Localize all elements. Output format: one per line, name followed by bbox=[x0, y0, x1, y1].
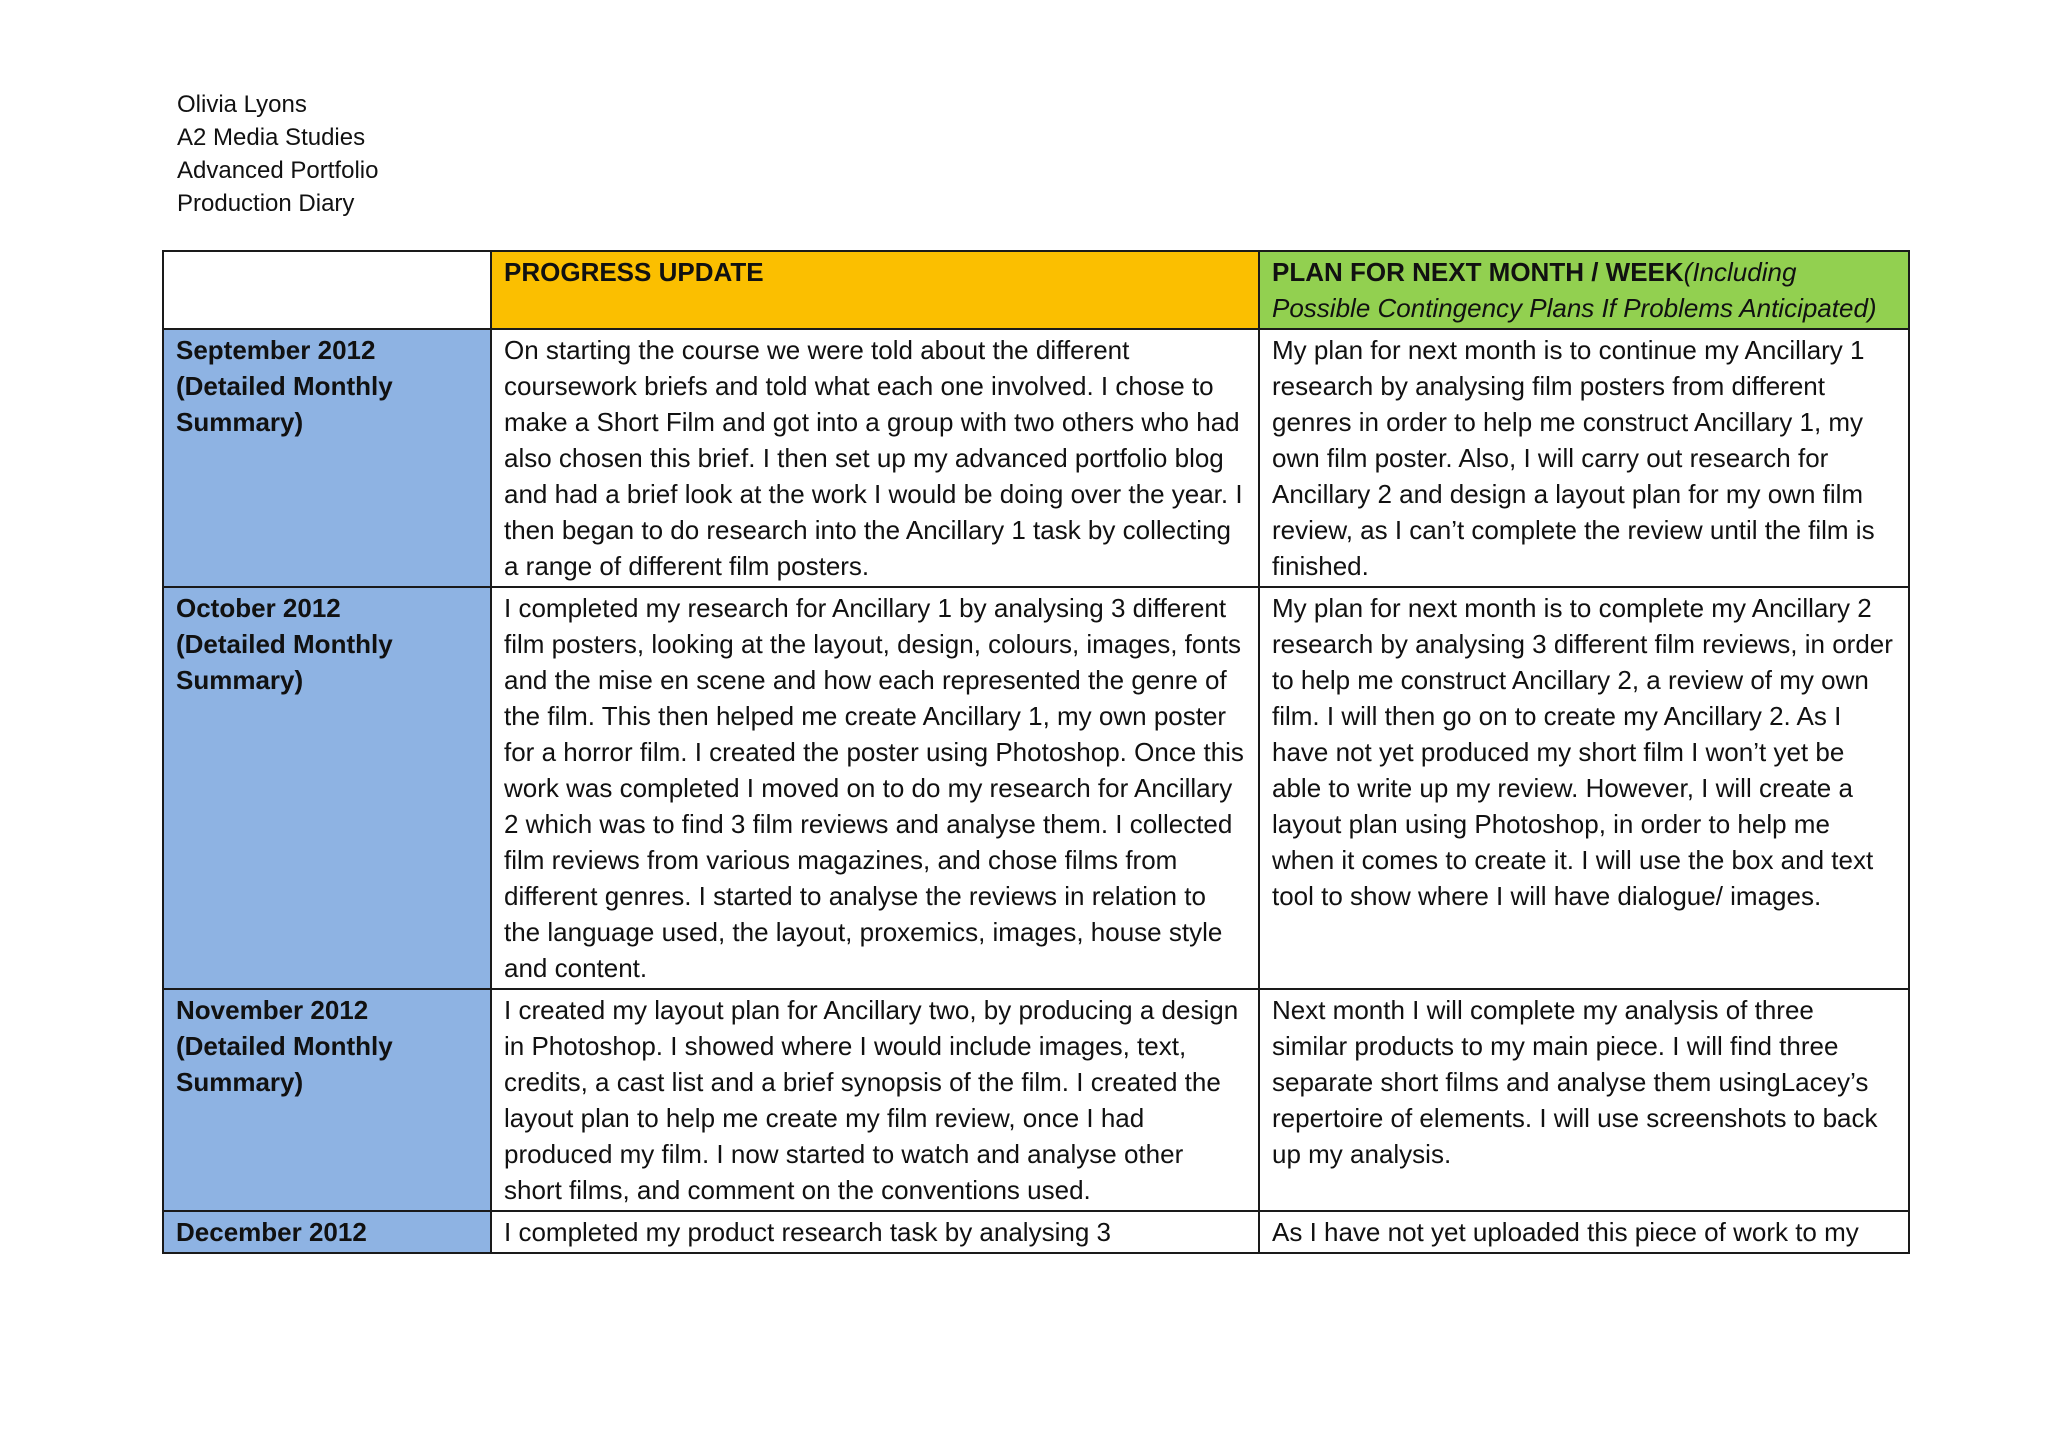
month-cell bbox=[163, 989, 491, 1211]
table-row bbox=[163, 329, 1909, 587]
plan-cell: Next month I will complete my analysis of three similar products to my main piece. I will find three separate short films and analyse them usingLacey’s repertoire of elements. I will use screenshots to back up my analysis. bbox=[1259, 989, 1909, 1211]
month-cell bbox=[163, 587, 491, 989]
month-label: November 2012 bbox=[176, 995, 369, 1025]
progress-cell: I completed my research for Ancillary 1 by analysing 3 different film posters, looking at the layout, design, colours, images, fonts and the mise en scene and how each represented the genre of the film. This then helped me create Ancillary 1, my own poster for a horror film. I created the poster using Photoshop. Once this work was completed I moved on to do my research for Ancillary 2 which was to find 3 film reviews and analyse them. I collected film reviews from various magazines, and chose films from different genres. I started to analyse the reviews in relation to the language used, the layout, proxemics, images, house style and content. bbox=[491, 587, 1259, 989]
plan-header-title: PLAN FOR NEXT MONTH / WEEK bbox=[1272, 257, 1684, 287]
plan-cell: As I have not yet uploaded this piece of work to my bbox=[1259, 1211, 1909, 1253]
month-label: September 2012 bbox=[176, 335, 376, 365]
progress-cell: On starting the course we were told about the different coursework briefs and told what each one involved. I chose to make a Short Film and got into a group with two others who had also chosen this brief. I then set up my advanced portfolio blog and had a brief look at the work I would be doing over the year. I then began to do research into the Ancillary 1 task by collecting a range of different film posters. bbox=[491, 329, 1259, 587]
progress-update-header: PROGRESS UPDATE bbox=[491, 251, 1259, 329]
course-name: A2 Media Studies bbox=[177, 124, 366, 151]
plan-cell: My plan for next month is to continue my Ancillary 1 research by analysing film posters from different genres in order to help me construct Ancillary 1, my own film poster. Also, I will carry out research for Ancillary 2 and design a layout plan for my own film review, as I can’t complete the review until the film is finished. bbox=[1259, 329, 1909, 587]
month-label: December 2012 bbox=[176, 1217, 367, 1247]
document-header bbox=[177, 88, 378, 220]
plan-next-month-header bbox=[1259, 251, 1909, 329]
progress-cell: I completed my product research task by analysing 3 bbox=[491, 1211, 1259, 1253]
month-label: October 2012 bbox=[176, 593, 341, 623]
production-diary-table bbox=[162, 250, 1910, 1254]
plan-cell: My plan for next month is to complete my Ancillary 2 research by analysing 3 different film reviews, in order to help me construct Ancillary 2, a review of my own film. I will then go on to create my Ancillary 2. As I have not yet produced my short film I won’t yet be able to write up my review. However, I will create a layout plan using Photoshop, in order to help me when it comes to create it. I will use the box and text tool to show where I will have dialogue/ images. bbox=[1259, 587, 1909, 989]
table-row bbox=[163, 587, 1909, 989]
blank-corner-cell bbox=[163, 251, 491, 329]
portfolio-name: Advanced Portfolio bbox=[177, 157, 379, 184]
month-subtitle: (Detailed Monthly Summary) bbox=[176, 1031, 393, 1097]
document-title: Production Diary bbox=[177, 190, 355, 217]
author-name: Olivia Lyons bbox=[177, 91, 307, 118]
table-row bbox=[163, 989, 1909, 1211]
table-row bbox=[163, 1211, 1909, 1253]
table-header-row bbox=[163, 251, 1909, 329]
plan-header-note: (Including Possible Contingency Plans If Problems Anticipated) bbox=[1272, 257, 1877, 323]
month-subtitle: (Detailed Monthly Summary) bbox=[176, 371, 393, 437]
progress-cell: I created my layout plan for Ancillary two, by producing a design in Photoshop. I showed where I would include images, text, credits, a cast list and a brief synopsis of the film. I created the layout plan to help me create my film review, once I had produced my film. I now started to watch and analyse other short films, and comment on the conventions used. bbox=[491, 989, 1259, 1211]
month-subtitle: (Detailed Monthly Summary) bbox=[176, 629, 393, 695]
month-cell bbox=[163, 329, 491, 587]
month-cell bbox=[163, 1211, 491, 1253]
